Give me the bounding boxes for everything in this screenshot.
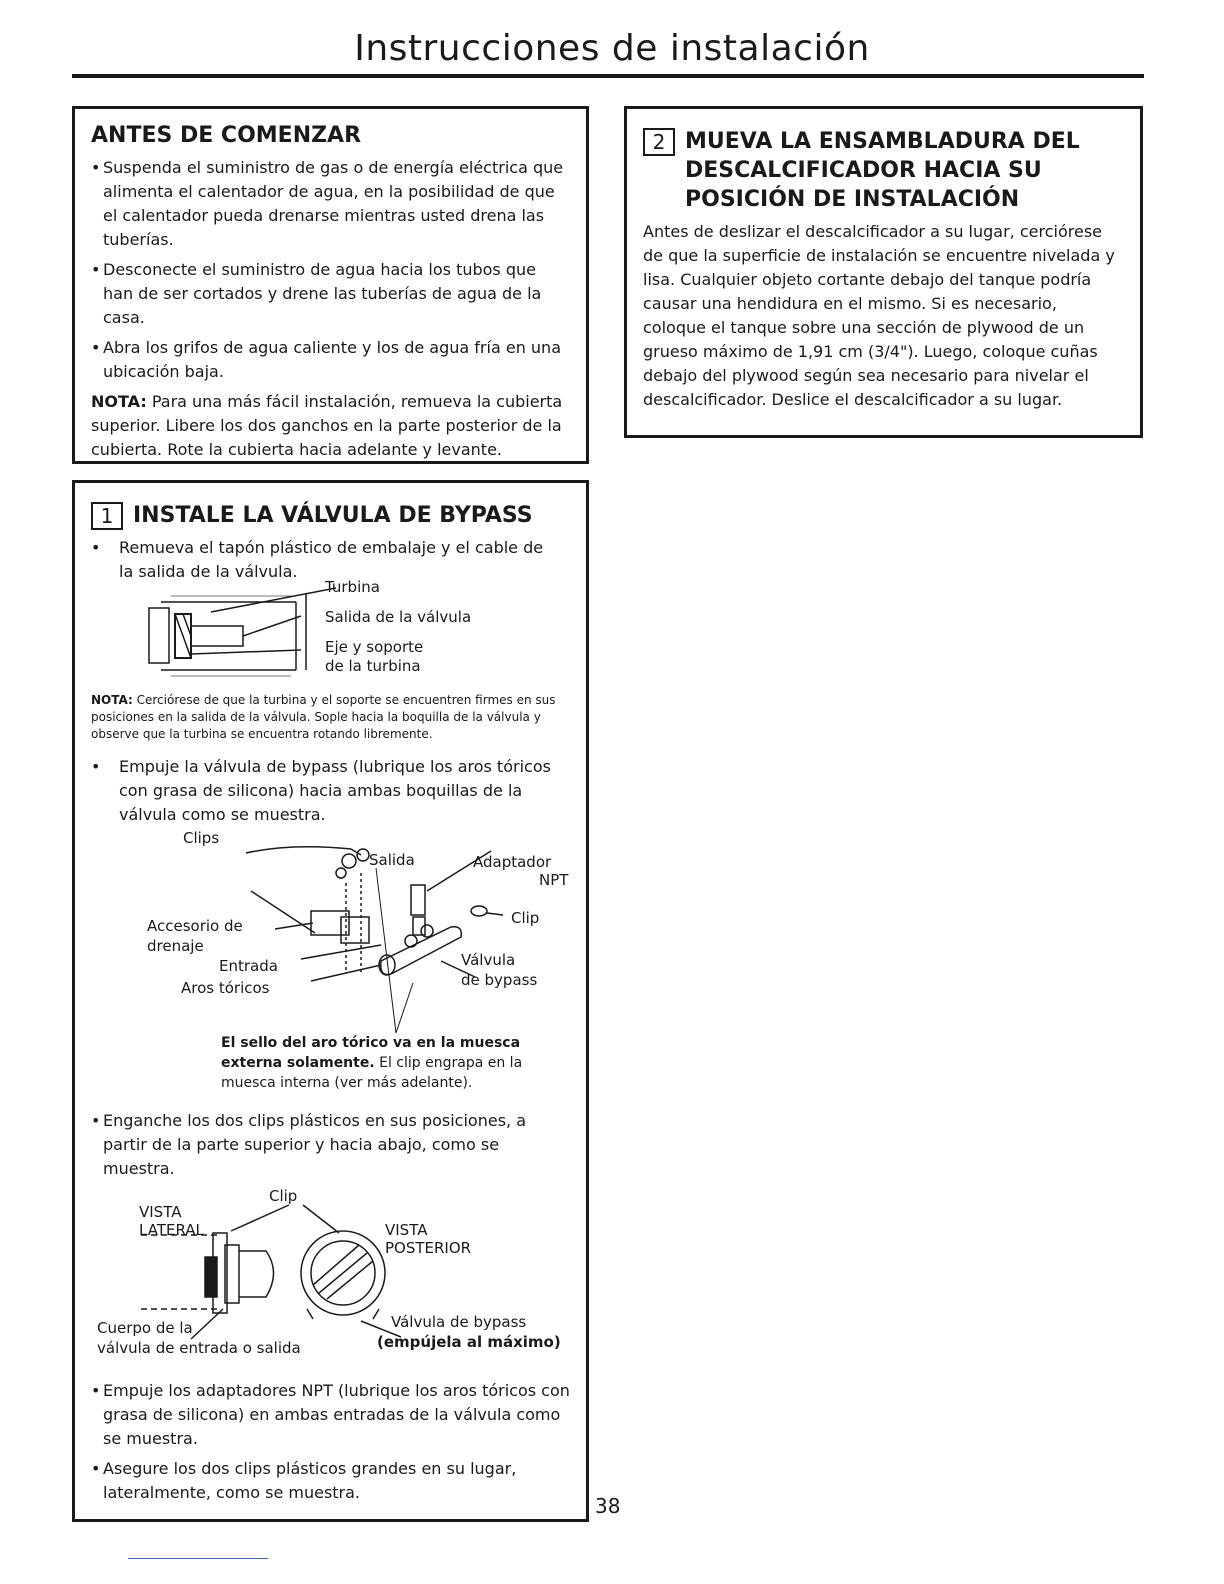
- step1-box: [72, 480, 589, 1522]
- antes-bullet: • Suspenda el suministro de gas o de energía eléctrica que alimenta el calentador de agua, en la posibilidad de que el calentador pueda drenarse mientras usted drena las tuberías.: [91, 156, 570, 252]
- label-aros-toricos: Aros tóricos: [181, 979, 270, 997]
- step1-number-badge: 1: [91, 502, 123, 530]
- antes-note-text: Para una más fácil instalación, remueva la cubierta superior. Libere los dos ganchos en la parte posterior de la cubierta. Rote la cubierta hacia adelante y levante.: [91, 392, 563, 459]
- antes-heading-text: ANTES DE COMENZAR: [91, 123, 362, 148]
- label-npt: NPT: [539, 871, 569, 889]
- antes-note-label: NOTA:: [91, 392, 147, 411]
- label-clips: Clips: [183, 829, 220, 847]
- step1-bullet-list-d: [91, 1379, 570, 1505]
- step2-heading-text: MUEVA LA ENSAMBLADURA DEL DESCALCIFICADOR HACIA SU POSICIÓN DE INSTALACIÓN: [685, 129, 1080, 212]
- label-valvula: Válvula: [461, 951, 516, 969]
- label-salida-valvula: Salida de la válvula: [325, 608, 472, 626]
- label-accesorio: Accesorio de: [147, 917, 243, 935]
- label-eje-1: Eje y soporte: [325, 638, 424, 656]
- caption-bold: El sello del aro tórico va en la muesca externa solamente.: [221, 1035, 521, 1071]
- step1-bullet-list-a: [91, 536, 570, 584]
- label-vista-lateral-2: LATERAL: [139, 1221, 204, 1239]
- label-de-bypass: de bypass: [461, 971, 538, 989]
- step1-note: [91, 692, 570, 743]
- step2-number-badge: 2: [643, 128, 675, 156]
- label-cuerpo-1: Cuerpo de la: [97, 1319, 193, 1337]
- title-rule: [72, 74, 1144, 78]
- label-clip: Clip: [511, 909, 540, 927]
- step1-bullet: • Enganche los dos clips plásticos en sus posiciones, a partir de la parte superior y hacia abajo, como se muestra.: [91, 1109, 570, 1181]
- antes-bullet: • Desconecte el suministro de agua hacia los tubos que han de ser cortados y drene las tuberías de agua de la casa.: [91, 258, 570, 330]
- step2-box: [624, 106, 1143, 438]
- label-entrada: Entrada: [219, 957, 278, 975]
- antes-bullet: • Abra los grifos de agua caliente y los de agua fría en una ubicación baja.: [91, 336, 570, 384]
- step2-heading: [643, 127, 1124, 214]
- bypass-assembly-figure: [91, 829, 570, 1033]
- step1-bullet-list-b: [91, 755, 570, 827]
- label-bypass-2: (empújela al máximo): [377, 1333, 561, 1351]
- step1-bullet: • Empuje los adaptadores NPT (lubrique los aros tóricos con grasa de silicona) en ambas entradas de la válvula como se muestra.: [91, 1379, 570, 1451]
- label-eje-2: de la turbina: [325, 657, 421, 675]
- page-title: Instrucciones de instalación: [354, 28, 870, 69]
- step2-body: Antes de deslizar el descalcificador a su lugar, cerciórese de que la superficie de instalación se encuentre nivelada y lisa. Cualquier objeto cortante debajo del tanque podría causar una hendidura en el mismo. Si es necesario, coloque el tanque sobre una sección de plywood de un grueso máximo de 1,91 cm (3/4"). Luego, coloque cuñas debajo del plywood según sea necesario para nivelar el descalcificador. Deslice el descalcificador a su lugar.: [643, 222, 1115, 409]
- label-bypass-1: Válvula de bypass: [391, 1313, 527, 1331]
- step1-bullet: • Remueva el tapón plástico de embalaje y el cable de la salida de la válvula.: [91, 536, 560, 584]
- label-turbina: Turbina: [325, 578, 380, 596]
- label-adaptador: Adaptador: [473, 853, 552, 871]
- label-vista-posterior-1: VISTA: [385, 1221, 428, 1239]
- label-cuerpo-2: válvula de entrada o salida: [97, 1339, 301, 1357]
- antes-bullet-list: [91, 156, 570, 384]
- step1-bullet-list-c: [91, 1109, 570, 1181]
- turbine-figure: [91, 578, 570, 676]
- antes-de-comenzar-box: [72, 106, 589, 464]
- label-vista-posterior-2: POSTERIOR: [385, 1239, 472, 1257]
- page-number: 38: [595, 1494, 621, 1518]
- footer-rule: [128, 1558, 268, 1559]
- step1-note-label: NOTA:: [91, 693, 133, 707]
- label-clip-3: Clip: [269, 1187, 298, 1205]
- step1-note-text: Cerciórese de que la turbina y el soporte se encuentren firmes en sus posiciones en la salida de la válvula. Sople hacia la boquilla de la válvula y observe que la turbina se encuentra rotando libremente.: [91, 693, 556, 741]
- step1-bullet: • Empuje la válvula de bypass (lubrique los aros tóricos con grasa de silicona) hacia ambas boquillas de la válvula como se muestra.: [91, 755, 570, 827]
- antes-heading: [91, 121, 570, 150]
- label-vista-lateral-1: VISTA: [139, 1203, 182, 1221]
- step1-bullet: • Asegure los dos clips plásticos grandes en su lugar, lateralmente, como se muestra.: [91, 1457, 570, 1505]
- label-drenaje: drenaje: [147, 937, 204, 955]
- caption-text: El clip engrapa en la muesca interna (ver más adelante).: [221, 1055, 523, 1091]
- step1-heading-text: INSTALE LA VÁLVULA DE BYPASS: [133, 503, 533, 528]
- antes-note: [91, 390, 570, 462]
- clip-views-figure: [91, 1187, 570, 1367]
- label-salida: Salida: [369, 851, 415, 869]
- step1-heading: [91, 501, 570, 530]
- bypass-assembly-caption: [221, 1033, 570, 1093]
